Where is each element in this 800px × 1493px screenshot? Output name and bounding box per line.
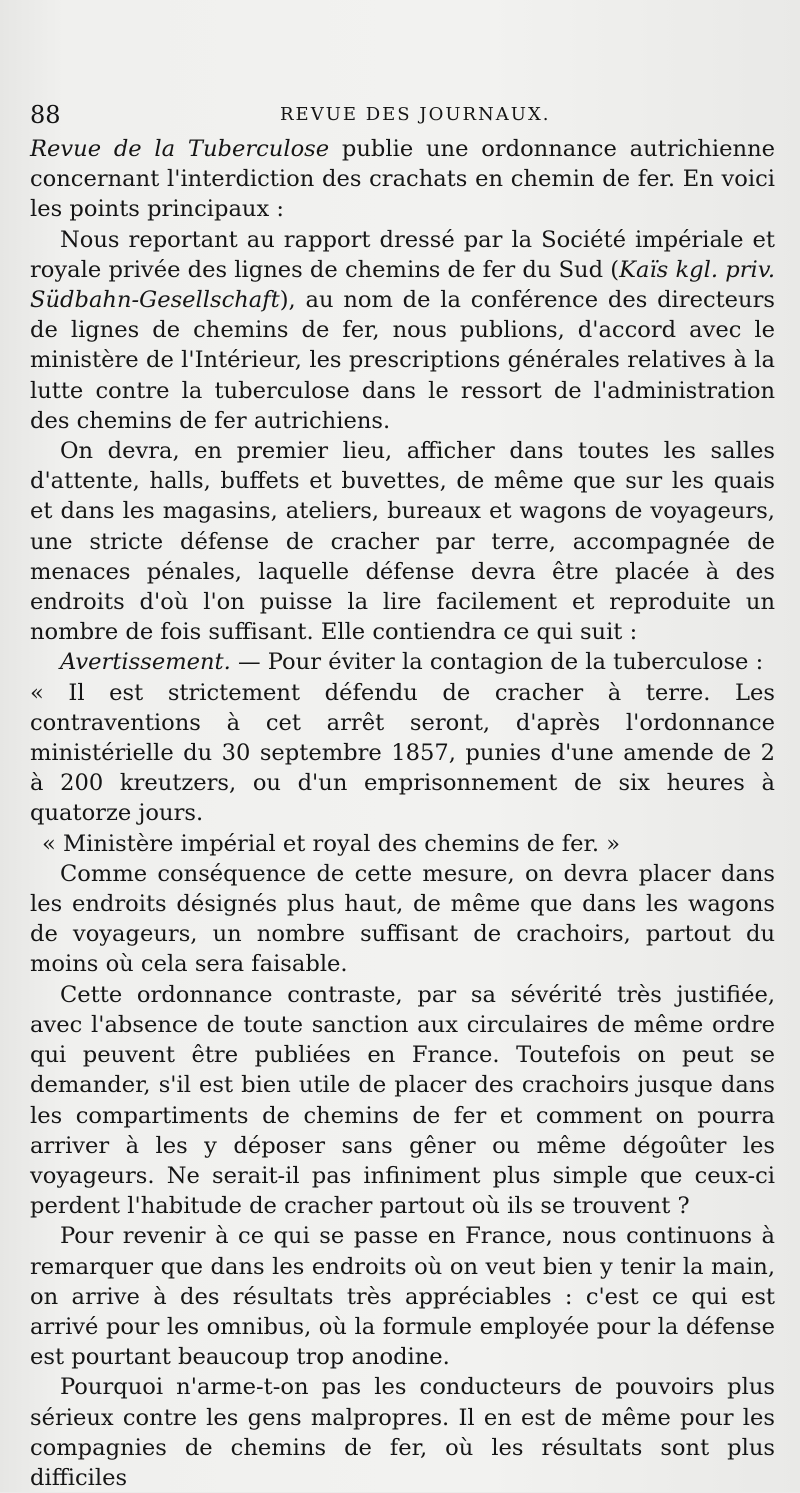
paragraph-text: — Pour éviter la contagion de la tuberculose :: [230, 649, 764, 676]
paragraph-spittoons: [30, 859, 775, 980]
paragraph-ministry-signature: [30, 829, 775, 859]
paragraph-text: Pourquoi n'arme-t-on pas les conducteurs de pouvoirs plus sérieux contre les gens malpropres. Il en est de même pour les compagnies de chemins de fer, où les résultats sont plus difficiles: [30, 1374, 775, 1491]
paragraph-text: Pour revenir à ce qui se passe en France, nous continuons à remarquer que dans les endroits où on veut bien y tenir la main, on arrive à des résultats très appréciables : c'est ce qui est arrivé pour les omnibus, où la formule employée pour la défense est pourtant beaucoup trop anodine.: [30, 1223, 775, 1371]
running-title: REVUE DES JOURNAUX.: [280, 104, 551, 125]
paragraph-text: « Il est strictement défendu de cracher à terre. Les contraventions à cet arrêt seront, d'après l'ordonnance ministérielle du 30 septembre 1857, punies d'une amende de 2 à 200 kreutzers, ou d'un emprisonnement de six heures à quatorze jours.: [30, 679, 775, 827]
paragraph-warning-quote: [30, 678, 775, 829]
paragraph-text: Comme conséquence de cette mesure, on devra placer dans les endroits désignés plus haut, de même que dans les wagons de voyageurs, un nombre suffisant de crachoirs, partout du moins où cela sera faisable.: [30, 860, 775, 978]
paragraph-text: « Ministère impérial et royal des chemins de fer. »: [42, 830, 621, 857]
paragraph-report: [30, 225, 775, 436]
page-header: [30, 98, 770, 132]
page-number: 88: [30, 101, 61, 129]
article-body: [30, 134, 775, 1493]
journal-title: Revue de la Tuberculose: [30, 136, 330, 162]
paragraph-posting: [30, 436, 775, 647]
paragraph-warning-heading: [30, 647, 775, 677]
paragraph-text: Nous reportant au rapport dressé par la Société impériale et royale privée des lignes de chemins de fer du Sud (: [30, 226, 775, 283]
paragraph-text: On devra, en premier lieu, afficher dans toutes les salles d'attente, halls, buffets et buvettes, de même que sur les quais et dans les magasins, ateliers, bureaux et wagons de voyageurs, une stricte défense de cracher par terre, accompagnée de menaces pénales, laquelle défense devra être placée à des endroits d'où l'on puisse la lire facilement et reproduite un nombre de fois suffisant. Elle contiendra ce qui suit :: [30, 438, 775, 646]
paragraph-intro: [30, 134, 775, 225]
paragraph-conductors: [30, 1372, 775, 1493]
paragraph-comparison: [30, 980, 775, 1222]
paragraph-text: Cette ordonnance contraste, par sa sévérité très justifiée, avec l'absence de toute sanction aux circulaires de même ordre qui peuvent être publiées en France. Toutefois on peut se demander, s'il est bien utile de placer des crachoirs jusque dans les compartiments de chemins de fer et comment on pourra arriver à les y déposer sans gêner ou même dégoûter les voyageurs. Ne serait-il pas infiniment plus simple que ceux-ci perdent l'habitude de cracher partout où ils se trouvent ?: [30, 981, 775, 1220]
paragraph-text: ), au nom de la conférence des directeurs de lignes de chemins de fer, nous publions, d'accord avec le ministère de l'Intérieur, les prescriptions générales relatives à la lutte contre la tuberculose dans le ressort de l'administration des chemins de fer autrichiens.: [30, 287, 775, 434]
company-name: Kaïs kgl. priv. Südbahn-Gesellschaft: [30, 256, 775, 314]
paragraph-france: [30, 1221, 775, 1372]
paragraph-text: publie une ordonnance autrichienne concernant l'interdiction des crachats en chemin de fer. En voici les points principaux :: [30, 136, 776, 223]
warning-label: Avertissement.: [60, 649, 231, 676]
